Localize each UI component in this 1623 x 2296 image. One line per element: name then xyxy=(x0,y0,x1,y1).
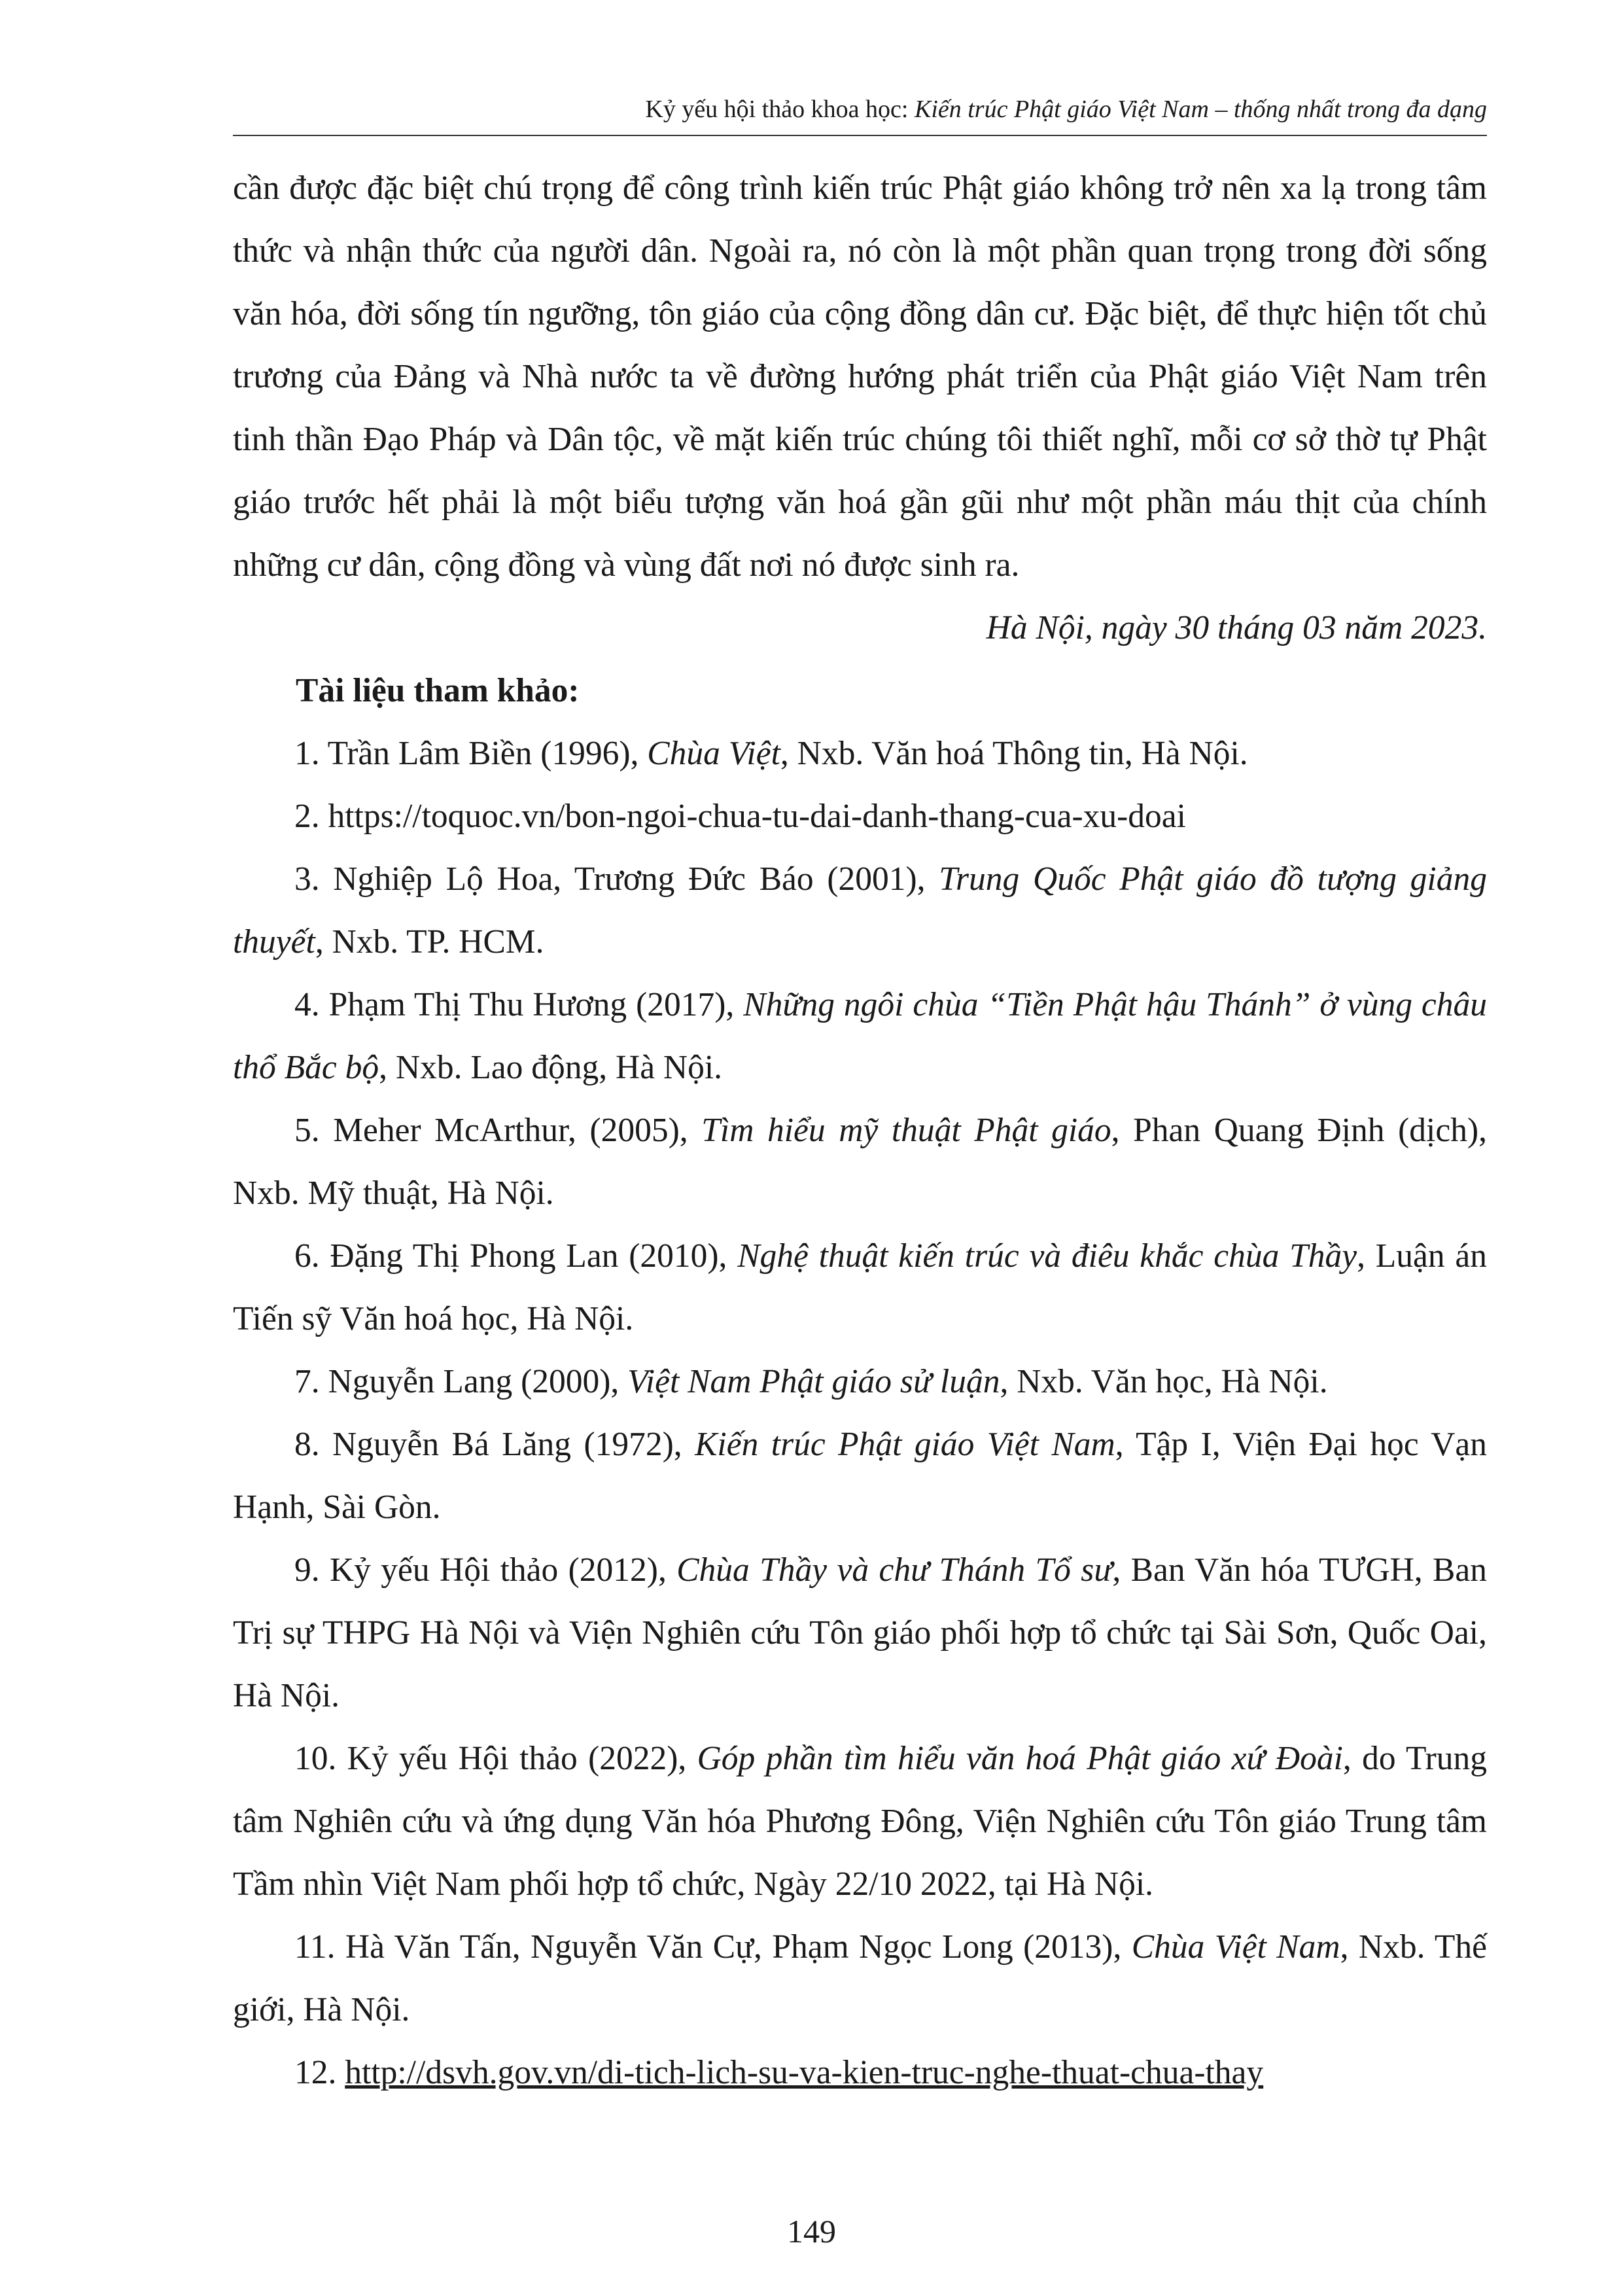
running-header xyxy=(233,93,1487,126)
reference-item: 6. Đặng Thị Phong Lan (2010), Nghệ thuật kiến trúc và điêu khắc chùa Thầy, Luận án Tiến sỹ Văn hoá học, Hà Nội. xyxy=(233,1237,1487,1337)
body-paragraph: cần được đặc biệt chú trọng để công trình kiến trúc Phật giáo không trở nên xa lạ trong tâm thức và nhận thức của người dân. Ngoài ra, nó còn là một phần quan trọng trong đời sống văn hóa, đời sống tín ngưỡng, tôn giáo của cộng đồng dân cư. Đặc biệt, để thực hiện tốt chủ trương của Đảng và Nhà nước ta về đường hướng phát triển của Phật giáo Việt Nam trên tinh thần Đạo Pháp và Dân tộc, về mặt kiến trúc chúng tôi thiết nghĩ, mỗi cơ sở thờ tự Phật giáo trước hết phải là một biểu tượng văn hoá gần gũi như một phần máu thịt của chính những cư dân, cộng đồng và vùng đất nơi nó được sinh ra. xyxy=(233,169,1487,584)
date-line: Hà Nội, ngày 30 tháng 03 năm 2023. xyxy=(986,609,1487,646)
page-number: 149 xyxy=(787,2213,836,2250)
reference-item: 9. Kỷ yếu Hội thảo (2012), Chùa Thầy và chư Thánh Tổ sư, Ban Văn hóa TƯGH, Ban Trị sự THPG Hà Nội và Viện Nghiên cứu Tôn giáo phối hợp tổ chức tại Sài Sơn, Quốc Oai, Hà Nội. xyxy=(233,1551,1487,1714)
reference-item: 10. Kỷ yếu Hội thảo (2022), Góp phần tìm hiểu văn hoá Phật giáo xứ Đoài, do Trung tâm Nghiên cứu và ứng dụng Văn hóa Phương Đông, Viện Nghiên cứu Tôn giáo Trung tâm Tầm nhìn Việt Nam phối hợp tổ chức, Ngày 22/10 2022, tại Hà Nội. xyxy=(233,1740,1487,1903)
running-header-prefix: Kỷ yếu hội thảo khoa học: xyxy=(645,96,915,123)
reference-item: 11. Hà Văn Tấn, Nguyễn Văn Cự, Phạm Ngọc Long (2013), Chùa Việt Nam, Nxb. Thế giới, Hà Nội. xyxy=(233,1928,1487,2028)
reference-link[interactable]: http://dsvh.gov.vn/di-tich-lich-su-va-kien-truc-nghe-thuat-chua-thay xyxy=(345,2054,1264,2091)
reference-item: 8. Nguyễn Bá Lăng (1972), Kiến trúc Phật giáo Việt Nam, Tập I, Viện Đại học Vạn Hạnh, Sài Gòn. xyxy=(233,1426,1488,1526)
running-header-title: Kiến trúc Phật giáo Việt Nam – thống nhất trong đa dạng xyxy=(914,96,1487,123)
reference-item: 7. Nguyễn Lang (2000), Việt Nam Phật giáo sử luận, Nxb. Văn học, Hà Nội. xyxy=(294,1363,1328,1400)
reference-item: 3. Nghiệp Lộ Hoa, Trương Đức Báo (2001), Trung Quốc Phật giáo đồ tượng giảng thuyết, Nxb. TP. HCM. xyxy=(233,860,1487,961)
reference-item-link: 12. http://dsvh.gov.vn/di-tich-lich-su-va-kien-truc-nghe-thuat-chua-thay xyxy=(294,2054,1264,2091)
references-heading: Tài liệu tham khảo: xyxy=(296,672,580,709)
reference-item: 2. https://toquoc.vn/bon-ngoi-chua-tu-dai-danh-thang-cua-xu-doai xyxy=(294,798,1186,835)
header-divider xyxy=(233,135,1487,136)
reference-item: 1. Trần Lâm Biền (1996), Chùa Việt, Nxb. Văn hoá Thông tin, Hà Nội. xyxy=(294,735,1248,772)
page-body xyxy=(233,157,1487,2104)
reference-item: 4. Phạm Thị Thu Hương (2017), Những ngôi chùa “Tiền Phật hậu Thánh” ở vùng châu thổ Bắc bộ, Nxb. Lao động, Hà Nội. xyxy=(233,986,1487,1086)
reference-item: 5. Meher McArthur, (2005), Tìm hiểu mỹ thuật Phật giáo, Phan Quang Định (dịch), Nxb. Mỹ thuật, Hà Nội. xyxy=(233,1112,1487,1212)
